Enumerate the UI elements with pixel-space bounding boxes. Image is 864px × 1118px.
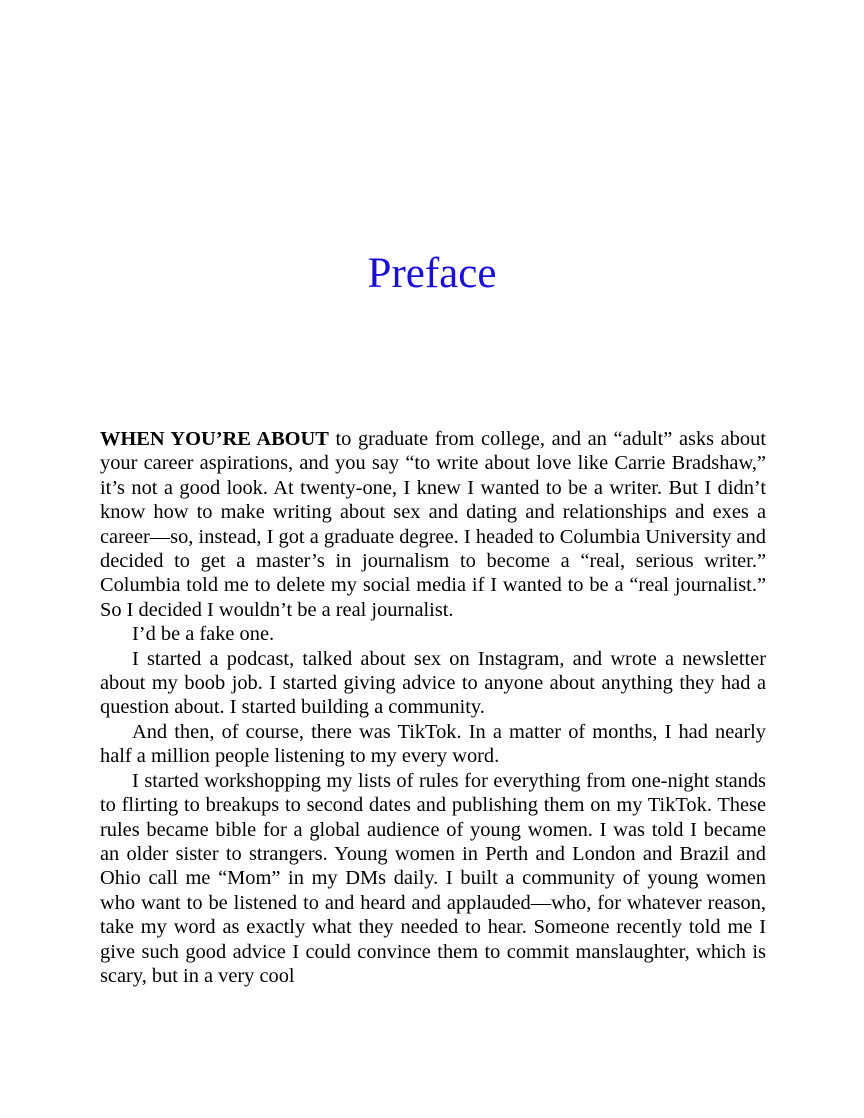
paragraph-1-text: to graduate from college, and an “adult” asks about your career aspirations, and you say “to write about love like Carrie Bradshaw,” it’s not a good look. At twenty-one, I knew I wanted to be a writer. But I didn’t know how to make writing about sex and dating and relationships and exes a career—so, instead, I got a graduate degree. I headed to Columbia University and decided to get a master’s in journalism to become a “real, serious writer.” Columbia told me to delete my social media if I wanted to be a “real journalist.” So I decided I wouldn’t be a real journalist.: [100, 428, 766, 621]
paragraph-1: [100, 427, 766, 622]
lead-in-text: WHEN YOU’RE ABOUT: [100, 428, 329, 450]
paragraph-4: And then, of course, there was TikTok. In a matter of months, I had nearly half a million people listening to my every word.: [100, 720, 766, 768]
paragraph-3: I started a podcast, talked about sex on Instagram, and wrote a newsletter about my boob job. I started giving advice to anyone about anything they had a question about. I started building a community.: [100, 647, 766, 719]
paragraph-2: I’d be a fake one.: [132, 623, 275, 646]
chapter-body: [100, 427, 766, 988]
paragraph-5: I started workshopping my lists of rules for everything from one-night stands to flirting to breakups to second dates and publishing them on my TikTok. These rules became bible for a global audience of young women. I was told I became an older sister to strangers. Young women in Perth and London and Brazil and Ohio call me “Mom” in my DMs daily. I built a community of young women who want to be listened to and heard and applauded—who, for whatever reason, take my word as exactly what they needed to hear. Someone recently told me I give such good advice I could convince them to commit manslaughter, which is scary, but in a very cool: [100, 769, 766, 987]
chapter-title: Preface: [367, 250, 497, 297]
